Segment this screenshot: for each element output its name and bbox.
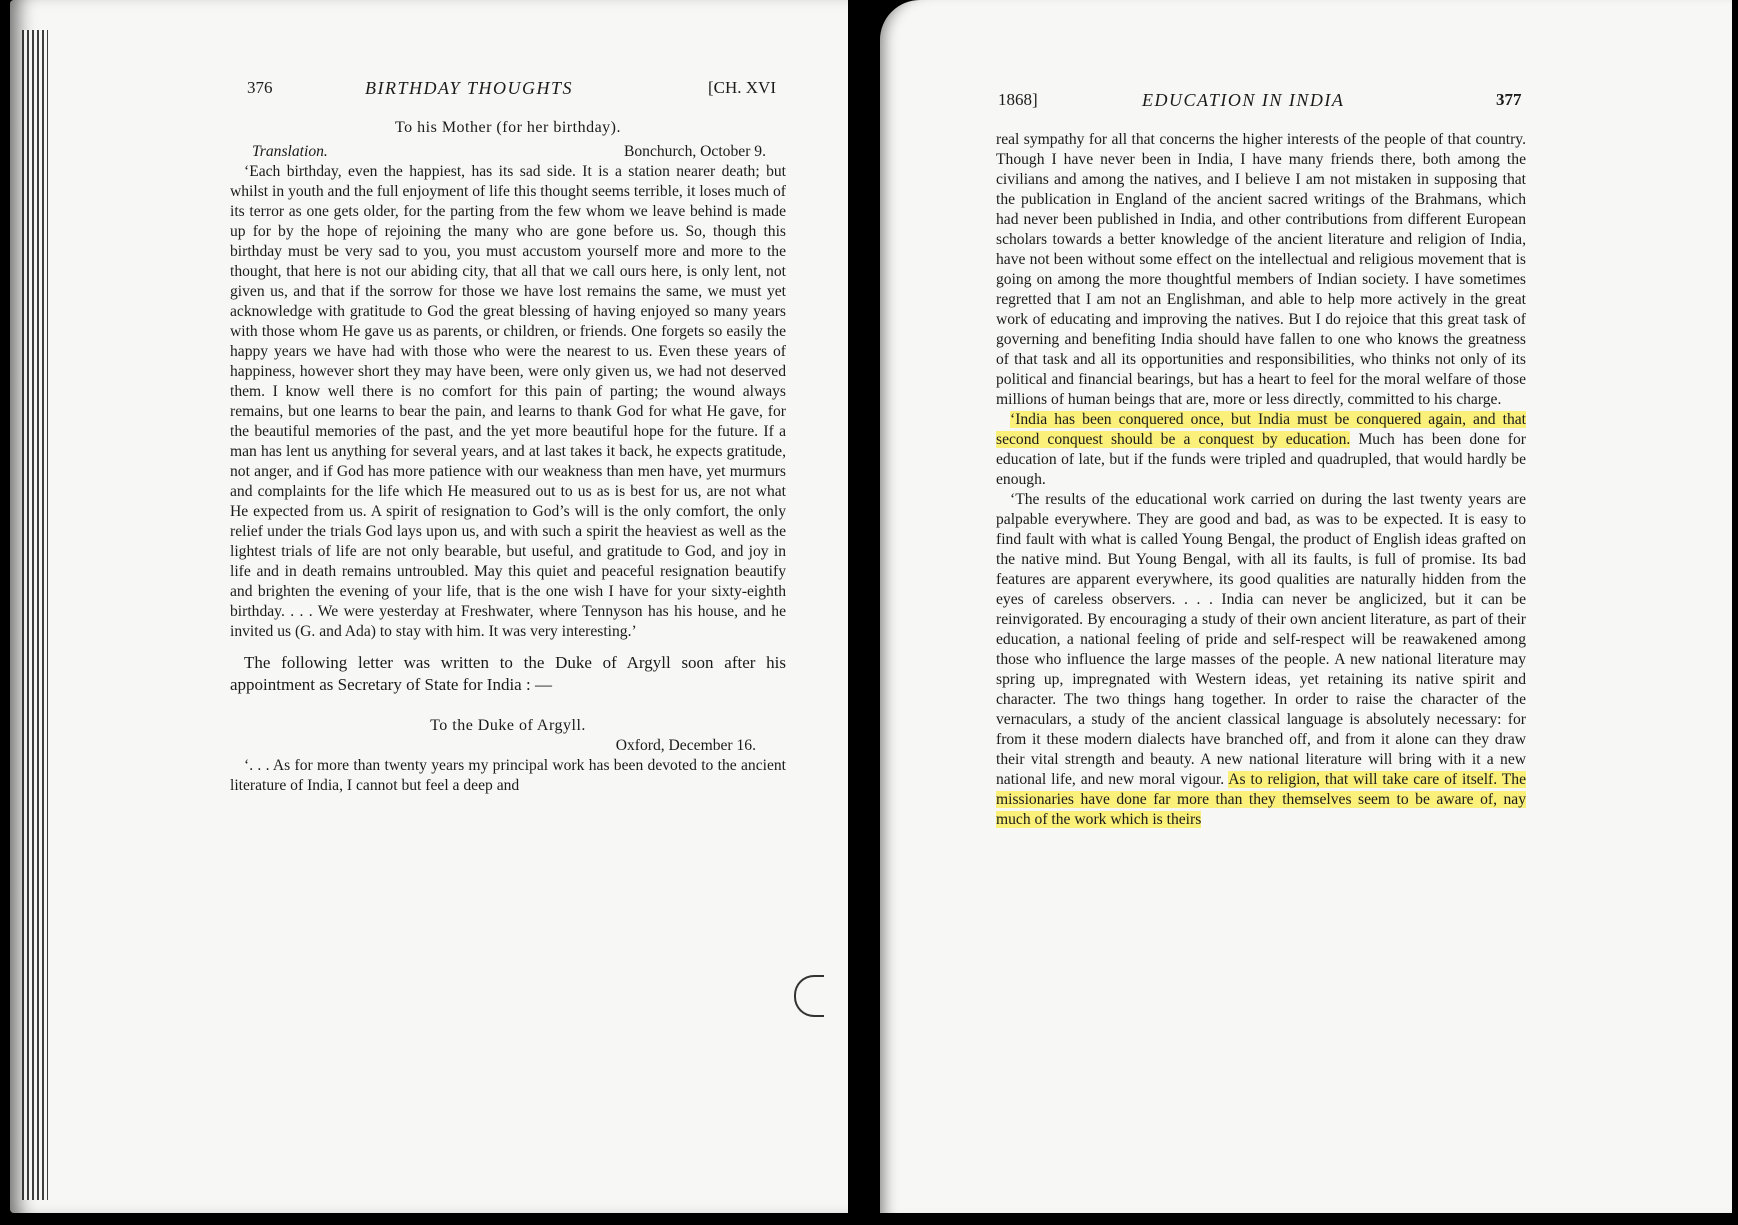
letter-heading-argyll: To the Duke of Argyll. xyxy=(430,717,586,734)
highlight-religion: As to religion, that will take care of itself. The missionaries have done far more than they themselves seem to be aware of, nay much of the work which is theirs xyxy=(996,771,1527,828)
translation-label: Translation. xyxy=(252,143,328,160)
letter-body-argyll-start: ‘. . . As for more than twenty years my principal work has been devoted to the ancient literature of India, I cannot but feel a deep and xyxy=(230,757,786,794)
page-binding-edge xyxy=(22,30,48,1200)
paragraph-sympathy: real sympathy for all that concerns the higher interests of the people of that country. Though I have never been in India, I have many friends there, both among the civilians and among the natives, and I believe I am not mistaken in supposing that the publication in England of the ancient sacred writings of the Brahmans, which had never been published in India, and other contributions from different European scholars towards a better knowledge of the ancient literature and religion of India, have not been without some effect on the intellectual and religious movement that is going on among the more thoughtful members of Indian society. I have sometimes regretted that I am not an Englishman, and able to help more actively in the great work of educating and improving the natives. But I do rejoice that this great task of governing and benefiting India should have fallen to one who knows the greatness of that task and all its opportunities and responsibilities, who thinks not only of its political and financial bearings, but has a heart to feel for the moral welfare of those millions of human beings that are, more or less directly, committed to his charge. xyxy=(996,131,1526,408)
narrative-paragraph: The following letter was written to the Duke of Argyll soon after his appointment as Secretary of State for India : — xyxy=(230,653,786,694)
right-page-number: 377 xyxy=(1496,90,1522,109)
paragraph-conquest xyxy=(996,410,1526,490)
right-text-block xyxy=(996,130,1526,830)
right-running-title: EDUCATION IN INDIA xyxy=(1142,90,1345,110)
letter-heading-mother: To his Mother (for her birthday). xyxy=(395,119,621,136)
place-date-oxford: Oxford, December 16. xyxy=(615,737,756,754)
letter-body-mother: ‘Each birthday, even the happiest, has its sad side. It is a station nearer death; but whilst in youth and the full enjoyment of life this thought seems terrible, it loses much of its terror as one gets older, for the parting from the few whom we leave behind is made up for by the hope of rejoining the many who are gone before us. So, though this birthday must be very sad to you, you must accustom yourself more and more to the thought, that here is not our abiding city, that all that we call ours here, is only lent, not given us, and that if the sorrow for those we have lost remains the same, we must yet acknowledge with gratitude to God the great blessing of having enjoyed so many years with those whom He gave us as parents, or children, or friends. One forgets so easily the happy years we have had with those who were the nearest to us. Even these years of happiness, however short they may have been, were only given us, we had not deserved them. I know well there is no comfort for this pain of parting; the wound always remains, but one learns to bear the pain, and learns to thank God for what He gave, for the beautiful memories of the past, and the yet more beautiful hope for the future. If a man has lent us anything for several years, and at last takes it back, he expects gratitude, not anger, and if God has more patience with our weakness than men have, yet murmurs and complaints for the life which He measured out to us as is best for us, are not what He expected from us. A spirit of resignation to God’s will is the only comfort, the only relief under the trials God lays upon us, and with such a spirit the heaviest as well as the lightest trials of life are not only bearable, but useful, and gratitude to God, and joy in life and in death remains untroubled. May this quiet and peaceful resignation beautify and brighten the evening of your life, that is the one wish I have for your sixty-eighth birthday. . . . We were yesterday at Freshwater, where Tennyson has his house, and he invited us (G. and Ada) to stay with him. It was very interesting.’ xyxy=(230,163,786,640)
paragraph-results xyxy=(996,490,1526,830)
paragraph-results-body: ‘The results of the educational work carried on during the last twenty years are palpable everywhere. They are good and bad, as was to be expected. It is easy to find fault with what is called Young Bengal, the product of English ideas grafted on the native mind. But Young Bengal, with all its faults, is full of promise. Its bad features are apparent everywhere, its good qualities are naturally hidden from the eyes of careless observers. . . . India can never be anglicized, but it can be reinvigorated. By encouraging a study of their own ancient literature, as part of their education, a national feeling of pride and self-respect will be reawakened among those who influence the large masses of the people. A new national literature may spring up, impregnated with Western ideas, yet retaining its native spirit and character. The two things hang together. In order to raise the character of the vernaculars, a study of the ancient classical language is absolutely necessary: for from it these modern dialects have branched off, and from it alone can they draw their vital strength and beauty. A new national literature will bring with it a new national life, and new moral vigour. xyxy=(996,491,1526,788)
left-page xyxy=(10,0,848,1213)
right-page xyxy=(880,0,1732,1213)
left-chapter-marker: [CH. XVI xyxy=(708,78,776,97)
left-page-number: 376 xyxy=(247,78,273,97)
left-running-title: BIRTHDAY THOUGHTS xyxy=(365,78,574,98)
place-date-bonchurch: Bonchurch, October 9. xyxy=(623,143,766,160)
paragraph-conquest-rest: Much has been done for education of late, but if the funds were tripled and quadrupled, that would hardly be enough. xyxy=(996,431,1526,488)
translation-line xyxy=(230,142,786,162)
left-text-block xyxy=(230,118,786,796)
page-curl-mark xyxy=(794,975,824,1017)
right-year: 1868] xyxy=(998,90,1038,109)
highlight-conquest: ‘India has been conquered once, but India must be conquered again, and that second conquest should be a conquest by education. xyxy=(996,411,1526,448)
